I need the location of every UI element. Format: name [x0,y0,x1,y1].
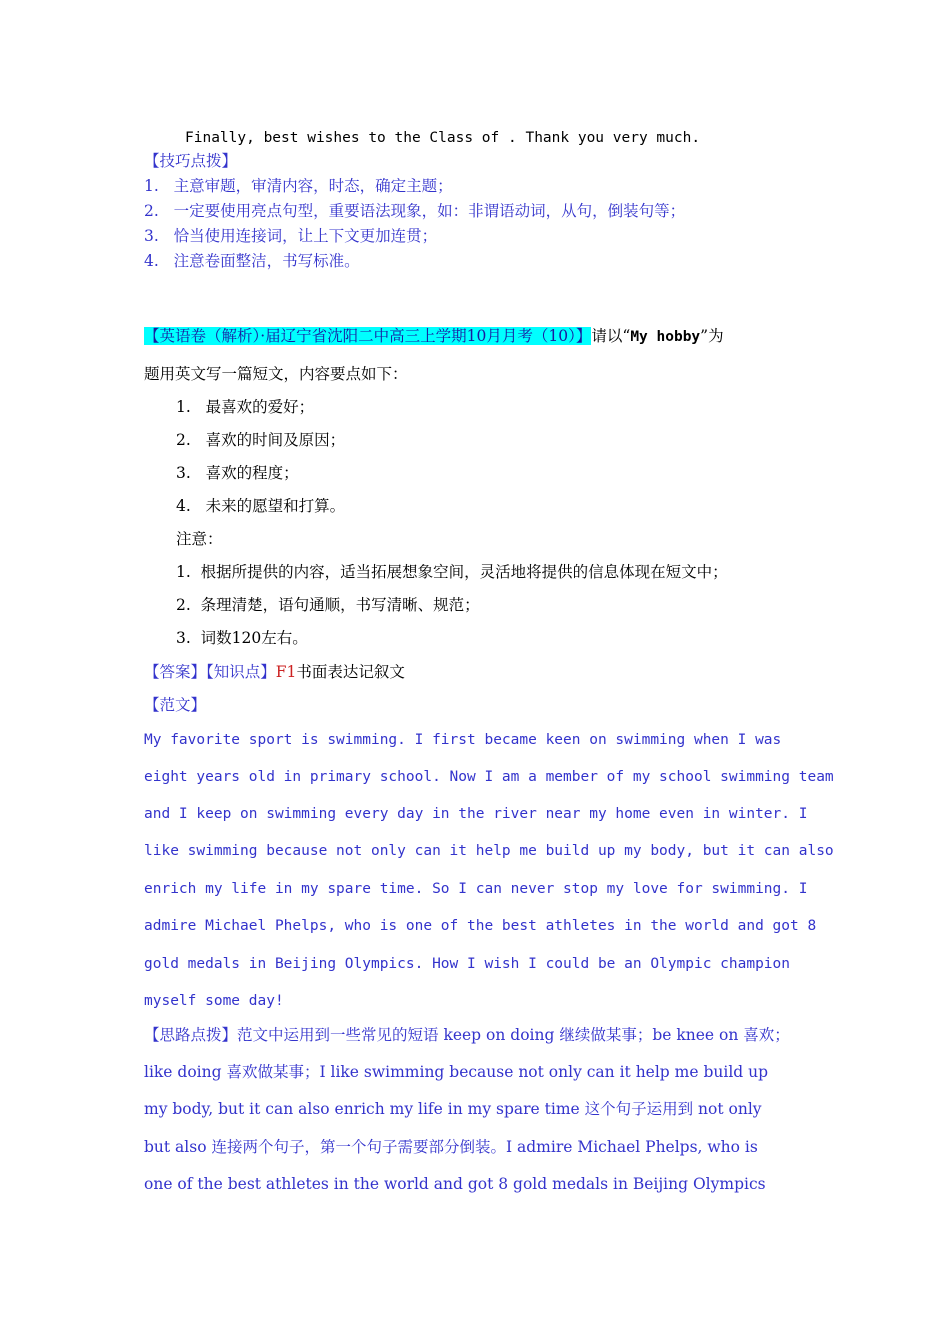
tip-text: 注意卷面整洁，书写标准。 [173,252,360,270]
analysis-line: like doing 喜欢做某事；I like swimming because not only can it help me build up [144,1063,769,1081]
tip-item [144,251,360,271]
essay-topic: My hobby [630,329,701,345]
question-prompt-end: ”为 [700,327,724,345]
point-item [176,397,314,417]
point-text: 喜欢的程度； [205,464,299,482]
knowledge-point-text: 书面表达记叙文 [296,663,405,681]
question-heading [144,326,724,347]
analysis-line [144,1025,790,1045]
point-number: 3. [176,464,191,482]
analysis-text: 范文中运用到一些常见的短语 keep on doing 继续做某事；be knee on 喜欢； [237,1026,790,1044]
point-number: 4. [176,497,191,515]
intro-line: Finally, best wishes to the Class of . Thank you very much. [185,130,701,146]
analysis-label: 【思路点拨】 [144,1026,238,1044]
point-number: 2. [176,431,191,449]
answer-line [144,662,405,682]
analysis-line: one of the best athletes in the world and got 8 gold medals in Beijing Olympics [144,1175,766,1193]
point-number: 1. [176,398,191,416]
point-text: 未来的愿望和打算。 [205,497,346,515]
note-text: 词数120左右。 [200,629,308,647]
answer-label: 【答案】 [144,663,207,681]
sample-essay-line: admire Michael Phelps, who is one of the best athletes in the world and got 8 [144,918,817,934]
point-text: 最喜欢的爱好； [205,398,315,416]
tip-item [144,226,437,246]
question-prompt-line: 题用英文写一篇短文，内容要点如下： [144,365,408,383]
sample-essay-line: like swimming because not only can it help me build up my body, but it can also [144,843,834,859]
sample-essay-line: enrich my life in my spare time. So I can never stop my love for swimming. I [144,881,808,897]
note-item [176,562,728,582]
sample-essay-label: 【范文】 [144,696,207,714]
point-item [176,496,345,516]
sample-essay-line: and I keep on swimming every day in the river near my home even in winter. I [144,806,808,822]
tip-number: 4. [144,252,159,270]
note-text: 条理清楚，语句通顺，书写清晰、规范； [200,596,480,614]
note-number: 3. [176,629,191,647]
note-number: 1. [176,563,191,581]
note-item [176,628,308,648]
question-source: 【英语卷（解析）·届辽宁省沈阳二中高三上学期10月月考（10）】 [144,327,592,345]
analysis-line: but also 连接两个句子，第一个句子需要部分倒装。I admire Michael Phelps, who is [144,1138,758,1156]
note-number: 2. [176,596,191,614]
tip-number: 2. [144,202,159,220]
question-prompt-start: 请以“ [591,327,631,345]
point-text: 喜欢的时间及原因； [205,431,346,449]
note-text: 根据所提供的内容，适当拓展想象空间，灵活地将提供的信息体现在短文中； [200,563,728,581]
tip-number: 1. [144,177,159,195]
sample-essay-line: myself some day! [144,993,284,1009]
tip-text: 一定要使用亮点句型，重要语法现象，如：非谓语动词，从句，倒装句等； [173,202,686,220]
tip-item [144,176,453,196]
note-item [176,595,480,615]
knowledge-point-label: 【知识点】 [206,663,276,681]
tip-number: 3. [144,227,159,245]
sample-essay-line: My favorite sport is swimming. I first became keen on swimming when I was [144,732,782,748]
point-item [176,463,299,483]
tips-heading: 【技巧点拨】 [144,152,238,170]
analysis-line: my body, but it can also enrich my life in my spare time 这个句子运用到 not only [144,1100,762,1118]
sample-essay-line: gold medals in Beijing Olympics. How I wish I could be an Olympic champion [144,956,791,972]
tip-text: 恰当使用连接词，让上下文更加连贯； [173,227,438,245]
notes-label: 注意： [176,530,223,548]
sample-essay-line: eight years old in primary school. Now I am a member of my school swimming team [144,769,834,785]
tip-item [144,201,685,221]
knowledge-point-code: F1 [275,663,297,681]
tip-text: 主意审题，审清内容，时态，确定主题； [173,177,453,195]
point-item [176,430,345,450]
